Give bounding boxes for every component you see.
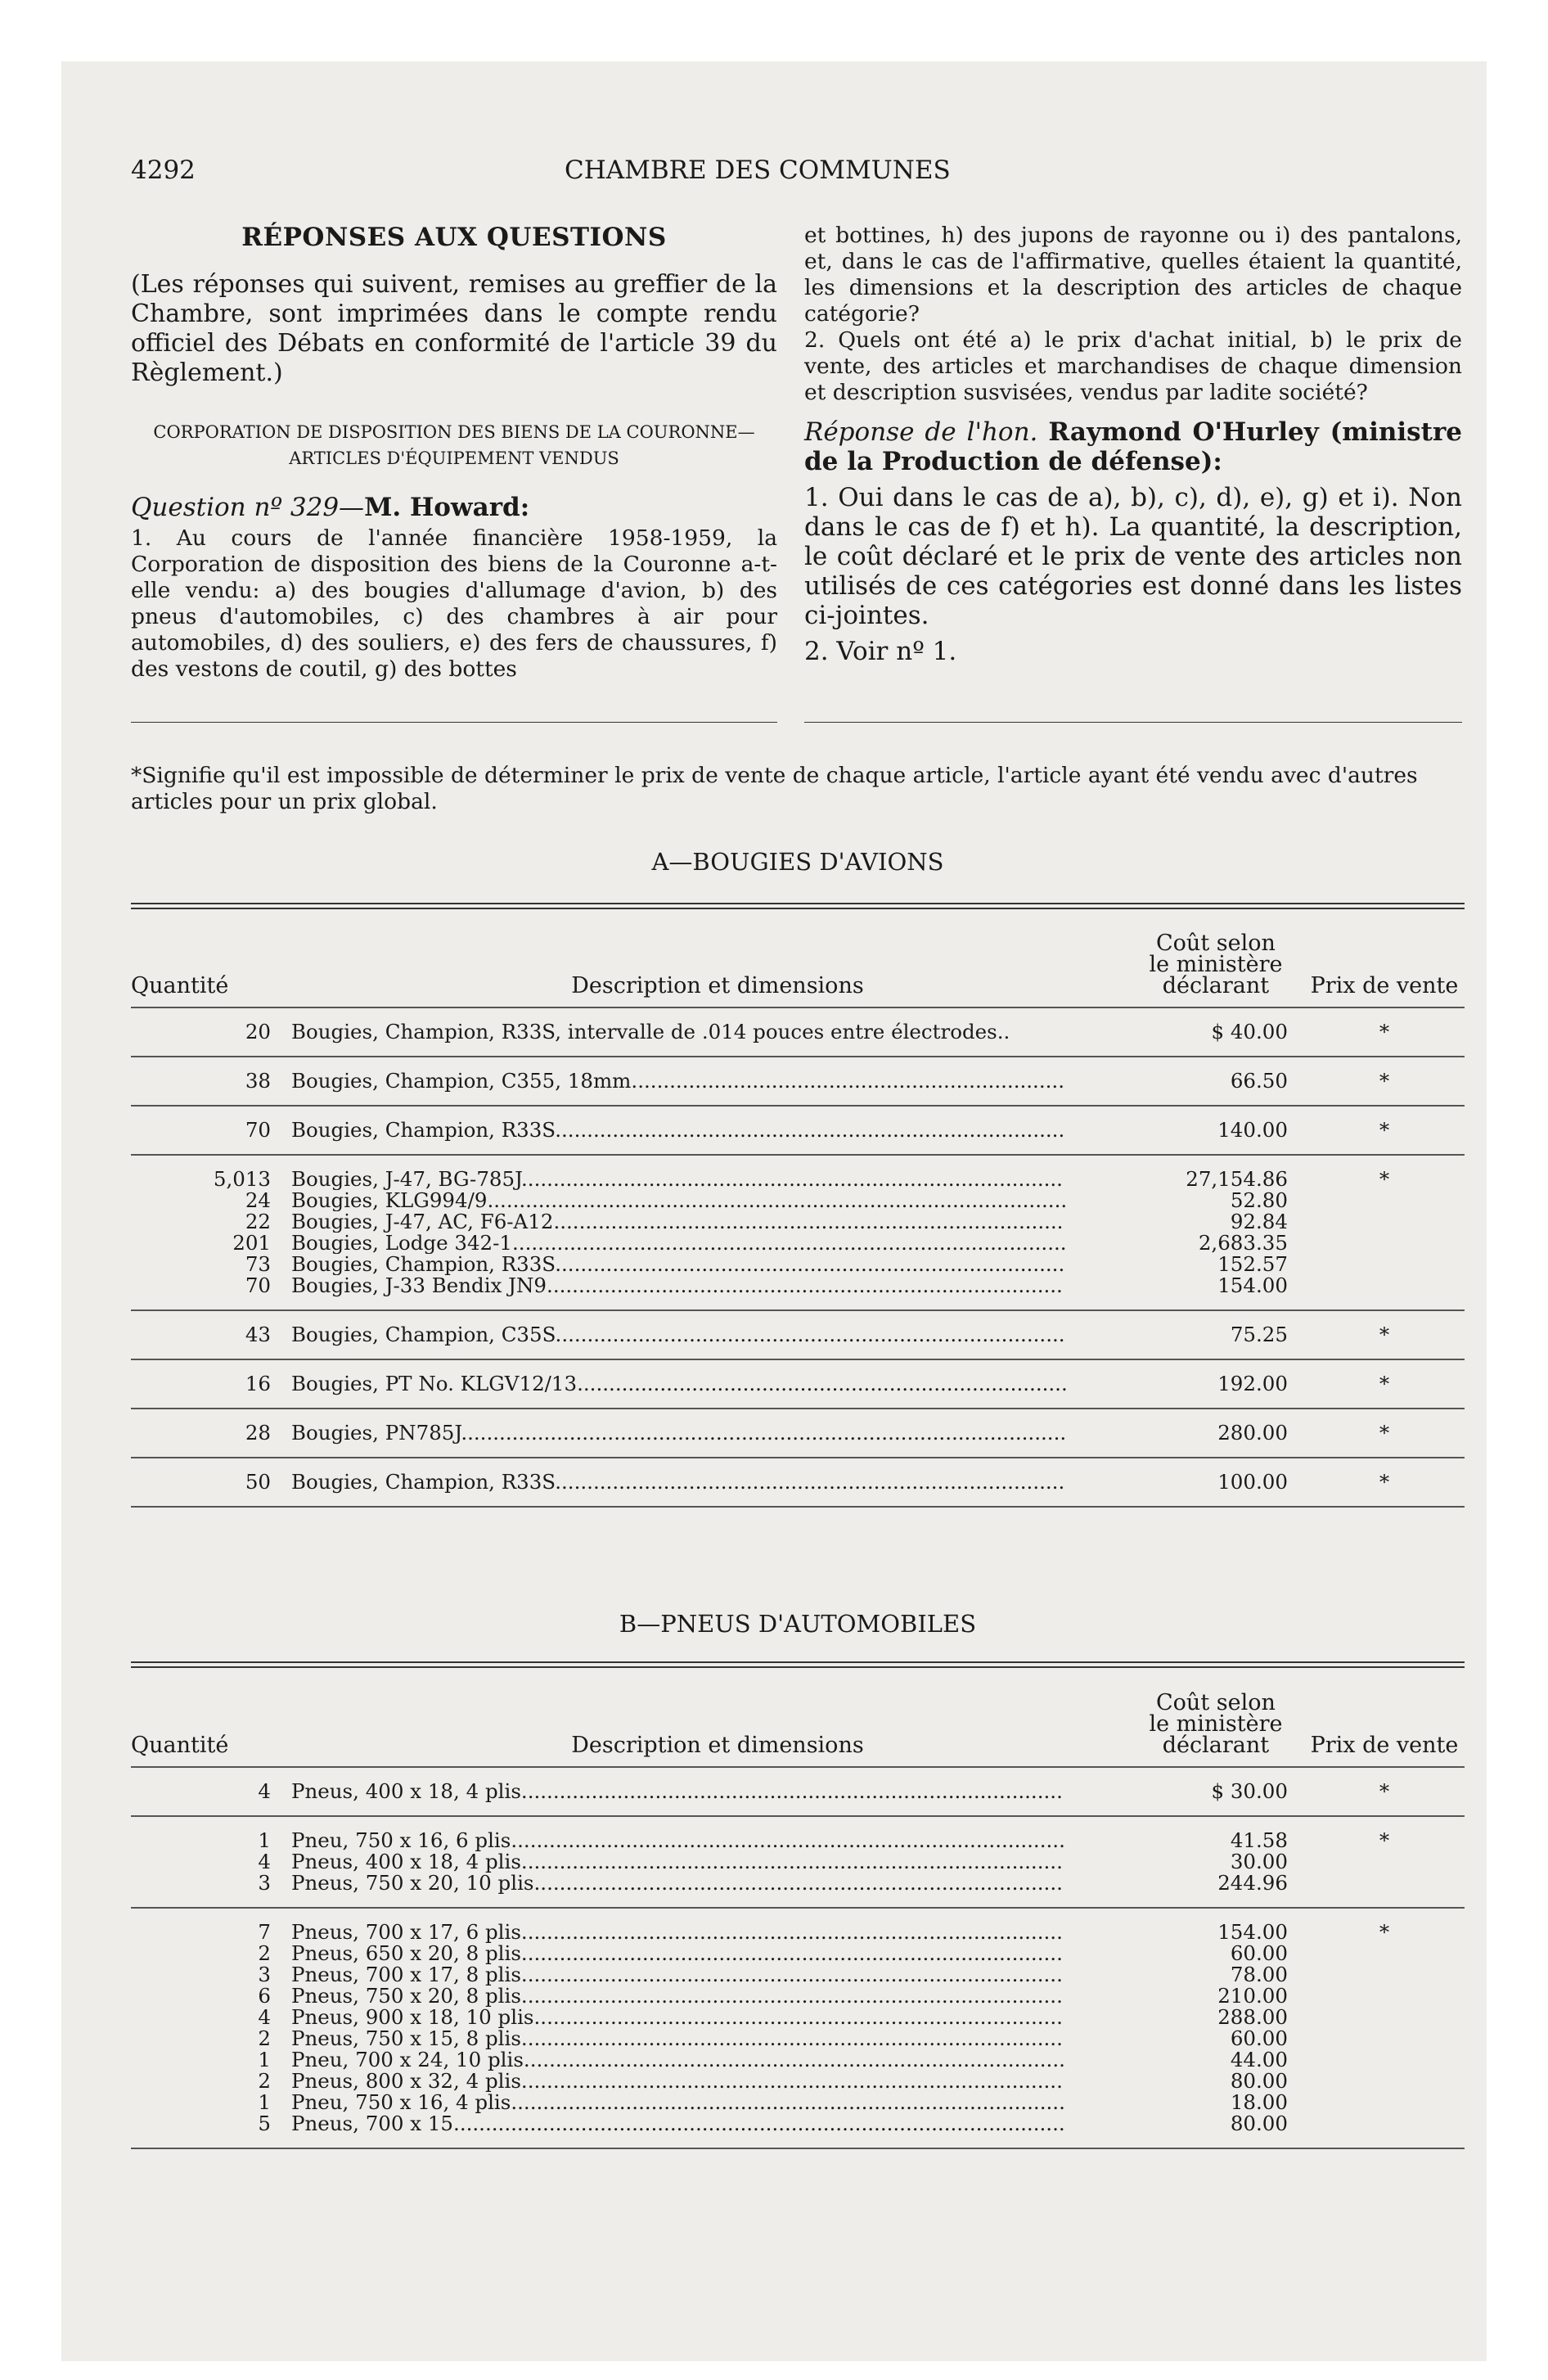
description-cell [291,1908,1144,1943]
dot-leader: ............................................................................................... [461,1421,1067,1445]
description-cell [291,2049,1144,2071]
cost-cell: $ 40.00 [1211,1020,1288,1044]
sale-price-cell: * [1379,1323,1390,1346]
sale-price-cell [1304,1986,1465,2007]
sale-price-cell [1304,1233,1465,1254]
table-row [131,1106,1465,1155]
description-cell [291,1458,1144,1507]
question-2: 2. Quels ont été a) le prix d'achat initial, b) le prix de vente, des articles et marchandises de chaque dimension et description susvisées, vendus par ladite société? [804,327,1462,405]
table-row [131,1458,1465,1507]
description-cell [291,2007,1144,2028]
description-text: Pneus, 700 x 17, 6 plis [291,1920,521,1943]
table-b-bottom-rule [131,2148,1465,2150]
table-row [131,2049,1465,2071]
sale-price-cell: * [1379,1470,1390,1494]
description-cell [291,1007,1144,1057]
question-continuation: et bottines, h) des jupons de rayonne ou i) des pantalons, et, dans le cas de l'affirmative, quelles étaient la quantité, les dimensions et la description des articles de chaque catégorie? [804,223,1462,327]
sale-price-cell [1304,1943,1465,1964]
description-cell [291,1851,1144,1873]
qty-cell: 20 [245,1020,271,1044]
dot-leader: ................................................................................ [555,1254,1065,1275]
description-text: Bougies, Champion, C35S [291,1323,556,1346]
qty-cell: 4 [258,1779,271,1803]
sale-price-cell [1304,1964,1465,1986]
dot-leader: ..................................................................................... [521,1167,1063,1190]
question-subject: CORPORATION DE DISPOSITION DES BIENS DE LA COURONNE—ARTICLES D'ÉQUIPEMENT VENDUS [153,422,755,468]
table-row [131,1964,1465,1986]
sale-price-cell: * [1379,1828,1390,1852]
sale-price-cell [1304,1190,1465,1211]
table-row [131,1943,1465,1964]
footnote: *Signifie qu'il est impossible de déterminer le prix de vente de chaque article, l'article ayant été vendu avec d'autres articles pour un prix global. [131,763,1418,814]
cost-cell: 92.84 [1230,1210,1288,1233]
page-header-title: CHAMBRE DES COMMUNES [565,156,951,185]
description-cell [291,1409,1144,1458]
table-row [131,1816,1465,1851]
left-column [131,223,777,683]
sale-price-cell [1304,1254,1465,1275]
dot-leader: ................................................................................ [553,1211,1064,1233]
description-cell [291,1233,1144,1254]
table-a-bottom-rule-cell [131,1507,1465,1508]
qty-cell: 7 [258,1920,271,1944]
qty-cell: 1 [258,2048,271,2071]
description-cell [291,1106,1144,1155]
description-text: Bougies, Champion, C355, 18mm [291,1069,632,1093]
qty-cell: 5 [258,2112,271,2135]
table-a-header-row [131,933,1465,1007]
answer-2: 2. Voir nº 1. [804,637,957,666]
right-column-rule [804,722,1462,723]
dot-leader: ..................................................................................... [520,1779,1063,1803]
table-row [131,1254,1465,1275]
qty-cell: 5,013 [213,1167,271,1191]
table-b-col-qty: Quantité [131,1733,229,1758]
description-text: Bougies, Lodge 342-1 [291,1233,513,1254]
sale-price-cell: * [1379,1069,1390,1093]
table-b [131,1690,1465,2150]
table-b-col-desc: Description et dimensions [571,1733,864,1758]
dot-leader: ................................................................................... [533,2007,1063,2028]
description-text: Bougies, PT No. KLGV12/13 [291,1372,578,1395]
table-row [131,1007,1465,1057]
sale-price-cell: * [1379,1779,1390,1803]
qty-cell: 22 [245,1210,271,1233]
cost-cell: 60.00 [1230,1941,1288,1965]
description-cell [291,1943,1144,1964]
dot-leader: ..................................................................................... [520,1943,1063,1964]
dot-leader: ........................................................................................... [487,1190,1068,1211]
cost-cell: 60.00 [1230,2026,1288,2050]
cost-cell: $ 30.00 [1211,1779,1288,1803]
cost-cell: 210.00 [1217,1984,1288,2008]
table-row [131,2071,1465,2092]
description-text: Pneus, 750 x 20, 8 plis [291,1986,521,2007]
description-text: Bougies, Champion, R33S [291,1254,556,1275]
dot-leader: ................................................................................... [533,1873,1063,1895]
cost-cell: 154.00 [1217,1273,1288,1297]
table-row [131,2113,1465,2148]
cost-cell: 2,683.35 [1198,1231,1288,1255]
table-row [131,1409,1465,1458]
dot-leader: ..................................................................................... [520,1851,1063,1873]
description-cell [291,2071,1144,2092]
description-text: Bougies, PN785J [291,1421,461,1445]
qty-cell: 1 [258,2090,271,2114]
reply-label: Réponse de l'hon. [804,417,1038,447]
table-row [131,1986,1465,2007]
dot-leader: ....................................................................................... [512,1233,1067,1254]
dot-leader: ..................................................................................... [520,2028,1063,2049]
table-a-col-qty: Quantité [131,973,229,998]
answer-1: 1. Oui dans le cas de a), b), c), d), e), g) et i). Non dans le cas de f) et h). La quantité, la description, le coût déclaré et le prix de vente des articles non utilisés de ces catégories est donné dans les listes ci-jointes. [804,483,1462,630]
table-row [131,1057,1465,1106]
description-text: Bougies, J-33 Bendix JN9 [291,1275,547,1297]
cost-cell: 280.00 [1217,1421,1288,1445]
cost-cell: 44.00 [1230,2048,1288,2071]
table-a-col-cost: Coût selon le ministère déclarant [1149,931,1283,998]
qty-cell: 4 [258,1850,271,1873]
dot-leader: ..................................................................................... [520,1964,1063,1986]
description-text: Pneus, 400 x 18, 4 plis [291,1851,521,1873]
cost-cell: 100.00 [1217,1470,1288,1494]
left-column-rule [131,722,777,723]
description-text: Pneu, 700 x 24, 10 plis [291,2049,524,2071]
qty-cell: 3 [258,1871,271,1895]
sale-price-cell: * [1379,1167,1390,1191]
description-cell [291,1359,1144,1409]
cost-cell: 140.00 [1217,1118,1288,1142]
dot-leader: ....................................................................................... [511,2092,1065,2113]
cost-cell: 154.00 [1217,1920,1288,1944]
sale-price-cell: * [1379,1118,1390,1142]
qty-cell: 6 [258,1984,271,2008]
table-a [131,933,1465,1508]
qty-cell: 50 [245,1470,271,1494]
cost-cell: 80.00 [1230,2069,1288,2093]
sale-price-cell [1304,2049,1465,2071]
table-a-top-rule [131,903,1465,904]
sale-price-cell [1304,2028,1465,2049]
dot-leader: ..................................................................................... [520,1920,1063,1943]
qty-cell: 201 [232,1231,271,1255]
table-row [131,1275,1465,1310]
table-a-col-desc: Description et dimensions [571,973,864,998]
qty-cell: 2 [258,1941,271,1965]
qty-cell: 28 [245,1421,271,1445]
cost-cell: 152.57 [1217,1252,1288,1276]
dot-leader: ............................................................................. [577,1372,1068,1395]
table-b-header-row [131,1693,1465,1767]
description-text: Pneus, 400 x 18, 4 plis [291,1779,521,1803]
description-cell [291,1310,1144,1359]
qty-cell: 3 [258,1963,271,1986]
qty-cell: 70 [245,1273,271,1297]
reply-author: Raymond O'Hurley (ministre de la Production de défense): [804,417,1463,476]
cost-cell: 27,154.86 [1186,1167,1288,1191]
cost-cell: 80.00 [1230,2112,1288,2135]
table-row [131,2092,1465,2113]
sale-price-cell [1304,1211,1465,1233]
dot-leader: ................................................................................. [547,1275,1063,1297]
table-row [131,1310,1465,1359]
cost-cell: 52.80 [1230,1188,1288,1212]
section-heading: RÉPONSES AUX QUESTIONS [241,223,667,252]
intro-paragraph: (Les réponses qui suivent, remises au greffier de la Chambre, sont imprimées dans le compte rendu officiel des Débats en conformité de l'article 39 du Règlement.) [131,270,777,387]
cost-cell: 78.00 [1230,1963,1288,1986]
dot-leader: .................................................................... [631,1069,1064,1093]
sale-price-cell: * [1379,1372,1390,1395]
qty-cell: 16 [245,1372,271,1395]
qty-cell: 4 [258,2005,271,2029]
description-cell [291,1254,1144,1275]
description-text: Pneus, 700 x 15 [291,2113,454,2135]
table-b-col-cost: Coût selon le ministère déclarant [1149,1690,1283,1758]
description-text: Pneu, 750 x 16, 4 plis [291,2092,511,2113]
sale-price-cell: * [1379,1920,1390,1944]
qty-cell: 24 [245,1188,271,1212]
qty-cell: 43 [245,1323,271,1346]
description-cell [291,1155,1144,1190]
description-cell [291,1211,1144,1233]
description-text: Bougies, Champion, R33S [291,1118,556,1142]
dot-leader: ..................................................................................... [523,2049,1065,2071]
question-author: M. Howard: [364,493,530,522]
description-text: Pneus, 800 x 32, 4 plis [291,2071,521,2092]
qty-cell: 2 [258,2069,271,2093]
table-b-title: B—PNEUS D'AUTOMOBILES [619,1610,977,1638]
dot-leader: ................................................................................ [555,1323,1065,1346]
table-a-bottom-rule [131,1507,1465,1508]
page-number: 4292 [131,156,196,185]
cost-cell: 288.00 [1217,2005,1288,2029]
table-b-col-price: Prix de vente [1310,1733,1459,1758]
description-cell [291,2092,1144,2113]
sale-price-cell [1304,2113,1465,2148]
cost-cell: 18.00 [1230,2090,1288,2114]
sale-price-cell [1304,2007,1465,2028]
dot-leader: ..................................................................................... [520,2071,1063,2092]
description-cell [291,2113,1144,2148]
cost-cell: 66.50 [1230,1069,1288,1093]
qty-cell: 2 [258,2026,271,2050]
table-a-title: A—BOUGIES D'AVIONS [651,848,944,876]
table-row [131,1155,1465,1190]
question-label: Question nº 329— [131,493,365,522]
table-row [131,1908,1465,1943]
description-text: Bougies, KLG994/9 [291,1190,488,1211]
table-a-col-price: Prix de vente [1310,973,1459,998]
sale-price-cell: * [1379,1421,1390,1445]
description-text: Bougies, Champion, R33S [291,1470,556,1494]
description-cell [291,1964,1144,1986]
description-text: Pneus, 650 x 20, 8 plis [291,1943,521,1964]
table-row [131,1233,1465,1254]
table-a-top-rule-2 [131,908,1465,909]
sale-price-cell [1304,2071,1465,2092]
description-cell [291,1873,1144,1908]
qty-cell: 1 [258,1828,271,1852]
qty-cell: 73 [245,1252,271,1276]
sale-price-cell [1304,2092,1465,2113]
table-b-top-rule-2 [131,1666,1465,1668]
cost-cell: 41.58 [1230,1828,1288,1852]
description-text: Pneus, 700 x 17, 8 plis [291,1964,521,1986]
description-text: Bougies, J-47, BG-785J [291,1167,521,1190]
description-text: Pneus, 900 x 18, 10 plis [291,2007,534,2028]
table-b-bottom-rule-cell [131,2148,1465,2150]
table-row [131,2007,1465,2028]
description-cell [291,2028,1144,2049]
description-text: Bougies, Champion, R33S, intervalle de .014 pouces entre électrodes.. [291,1020,1010,1044]
dot-leader: ................................................................................ [555,1118,1065,1142]
table-row [131,2028,1465,2049]
dot-leader: ................................................................................ [555,1470,1065,1494]
description-cell [291,1057,1144,1106]
dot-leader: ................................................................................................ [453,2113,1065,2135]
cost-cell: 30.00 [1230,1850,1288,1873]
cost-cell: 75.25 [1230,1323,1288,1346]
description-cell [291,1986,1144,2007]
dot-leader: ..................................................................................... [520,1986,1063,2007]
question-text: 1. Au cours de l'année financière 1958-1959, la Corporation de disposition des biens de la Couronne a-t-elle vendu: a) des bougies d'allumage d'avion, b) des pneus d'automobiles, c) des chambres à air pour automobiles, d) des souliers, e) des fers de chaussures, f) des vestons de coutil, g) des bottes [131,525,777,682]
table-b-top-rule [131,1661,1465,1663]
qty-cell: 70 [245,1118,271,1142]
description-text: Bougies, J-47, AC, F6-A12 [291,1211,554,1233]
table-row [131,1359,1465,1409]
question-heading [131,493,777,522]
description-cell [291,1816,1144,1851]
description-text: Pneu, 750 x 16, 6 plis [291,1828,511,1851]
sale-price-cell [1304,1275,1465,1310]
right-column [804,223,1462,666]
description-text: Pneus, 750 x 15, 8 plis [291,2028,521,2049]
sale-price-cell [1304,1851,1465,1873]
description-cell [291,1767,1144,1816]
cost-cell: 192.00 [1217,1372,1288,1395]
table-row [131,1851,1465,1873]
cost-cell: 244.96 [1217,1871,1288,1895]
description-cell [291,1190,1144,1211]
reply-heading [804,417,1462,476]
table-row [131,1873,1465,1908]
table-row [131,1767,1465,1816]
table-row [131,1211,1465,1233]
description-text: Pneus, 750 x 20, 10 plis [291,1873,534,1895]
sale-price-cell: * [1379,1020,1390,1044]
sale-price-cell [1304,1873,1465,1908]
table-row [131,1190,1465,1211]
description-cell [291,1275,1144,1310]
dot-leader: ....................................................................................... [511,1828,1065,1851]
qty-cell: 38 [245,1069,271,1093]
